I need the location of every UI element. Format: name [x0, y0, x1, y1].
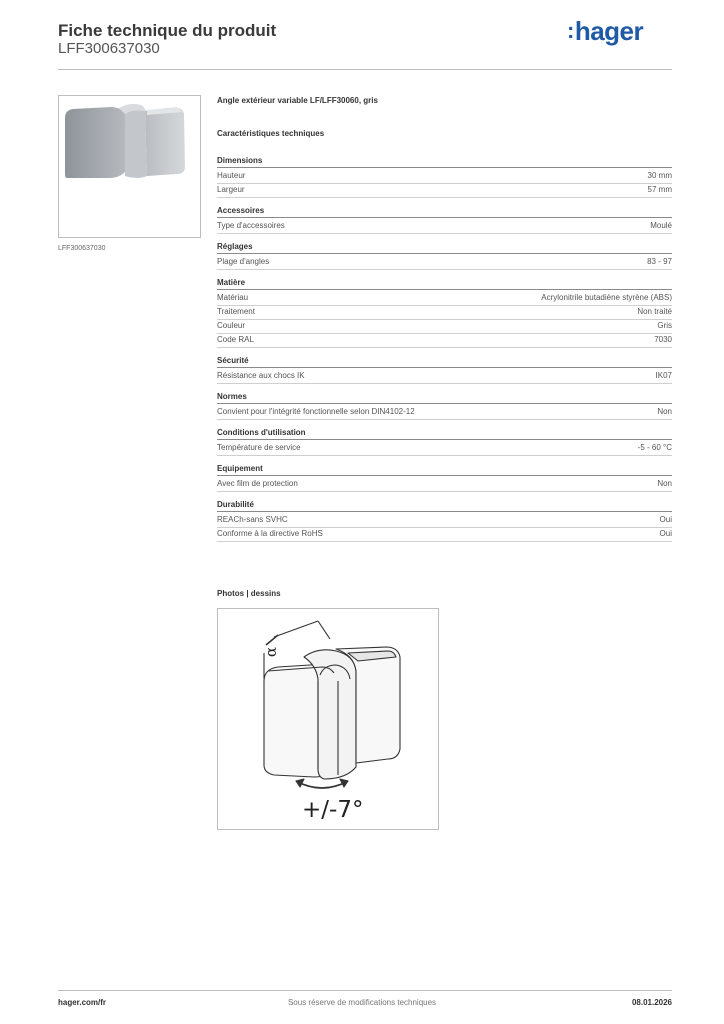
logo-dots-icon: : — [567, 18, 574, 43]
page-title: Fiche technique du produit — [58, 21, 277, 40]
tolerance-label: +/-7° — [302, 797, 364, 823]
spec-value: Gris — [657, 321, 672, 330]
hager-logo[interactable] — [567, 16, 643, 47]
section-title: Sécurité — [217, 355, 672, 368]
photos-title: Photos | dessins — [217, 589, 281, 598]
spec-row — [217, 478, 672, 492]
spec-label: Code RAL — [217, 335, 254, 344]
spec-label: Matériau — [217, 293, 249, 302]
photo-caption: LFF300637030 — [58, 245, 106, 252]
spec-value: Oui — [659, 529, 672, 538]
spec-section — [217, 463, 672, 492]
spec-label: Hauteur — [217, 171, 246, 180]
spec-row — [217, 406, 672, 420]
spec-sections — [217, 155, 672, 542]
spec-value: 7030 — [654, 335, 672, 344]
spec-row — [217, 220, 672, 234]
header-divider — [58, 69, 672, 70]
section-title: Matière — [217, 277, 672, 290]
section-title: Durabilité — [217, 499, 672, 512]
spec-row — [217, 184, 672, 198]
spec-label: Plage d'angles — [217, 257, 270, 266]
spec-section — [217, 499, 672, 542]
spec-section — [217, 205, 672, 234]
spec-value: Acrylonitrile butadiène styrène (ABS) — [541, 293, 672, 302]
technical-drawing — [217, 608, 439, 830]
spec-row — [217, 170, 672, 184]
footer-divider — [58, 990, 672, 991]
section-title: Conditions d'utilisation — [217, 427, 672, 440]
spec-value: Non traité — [637, 307, 672, 316]
spec-label: Traitement — [217, 307, 255, 316]
spec-value: Oui — [659, 515, 672, 524]
spec-row — [217, 256, 672, 270]
spec-section — [217, 277, 672, 348]
spec-value: Non — [657, 479, 672, 488]
spec-row — [217, 334, 672, 348]
spec-value: -5 - 60 °C — [637, 443, 672, 452]
spec-value: 57 mm — [647, 185, 672, 194]
spec-row — [217, 320, 672, 334]
spec-section — [217, 355, 672, 384]
specifications — [217, 96, 672, 549]
spec-value: 30 mm — [647, 171, 672, 180]
spec-row — [217, 292, 672, 306]
spec-row — [217, 306, 672, 320]
section-title: Réglages — [217, 241, 672, 254]
spec-value: IK07 — [655, 371, 672, 380]
spec-row — [217, 528, 672, 542]
spec-label: Largeur — [217, 185, 245, 194]
section-title: Equipement — [217, 463, 672, 476]
angle-drawing-image — [218, 609, 438, 829]
spec-label: Température de service — [217, 443, 301, 452]
spec-label: Type d'accessoires — [217, 221, 285, 230]
spec-label: Convient pour l'intégrité fonctionnelle selon DIN4102-12 — [217, 407, 415, 416]
product-photo — [58, 95, 201, 238]
angle-label: α — [262, 646, 281, 658]
spec-row — [217, 370, 672, 384]
spec-section — [217, 391, 672, 420]
product-render-image — [59, 96, 200, 237]
section-title: Normes — [217, 391, 672, 404]
spec-label: Résistance aux chocs IK — [217, 371, 305, 380]
spec-label: Conforme à la directive RoHS — [217, 529, 323, 538]
tech-heading: Caractéristiques techniques — [217, 129, 325, 138]
spec-section — [217, 427, 672, 456]
spec-section — [217, 155, 672, 198]
section-title: Accessoires — [217, 205, 672, 218]
spec-value: 83 - 97 — [647, 257, 672, 266]
spec-value: Moulé — [650, 221, 672, 230]
spec-row — [217, 442, 672, 456]
logo-text: hager — [574, 16, 644, 46]
product-description: Angle extérieur variable LF/LFF30060, gris — [217, 96, 378, 105]
product-reference: LFF300637030 — [58, 40, 160, 57]
footer-note: Sous réserve de modifications techniques — [287, 998, 437, 1007]
spec-section — [217, 241, 672, 270]
spec-label: Avec film de protection — [217, 479, 298, 488]
footer-website-link[interactable]: hager.com/fr — [58, 998, 107, 1007]
spec-label: Couleur — [217, 321, 246, 330]
spec-value: Non — [657, 407, 672, 416]
spec-row — [217, 514, 672, 528]
spec-label: REACh-sans SVHC — [217, 515, 288, 524]
section-title: Dimensions — [217, 155, 672, 168]
footer-date: 08.01.2026 — [631, 998, 672, 1007]
